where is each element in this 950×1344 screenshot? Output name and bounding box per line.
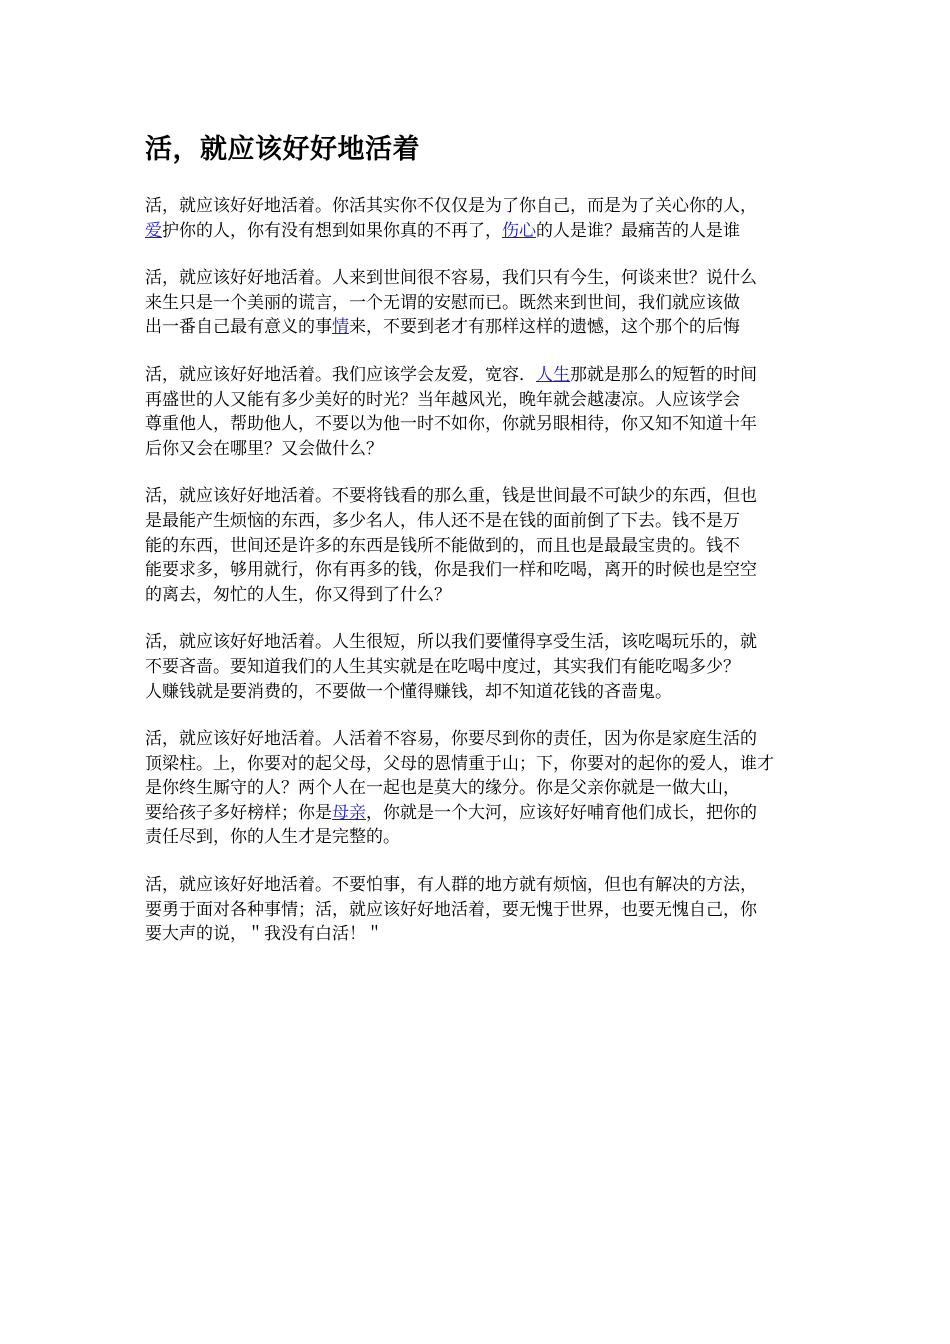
text-segment: 人赚钱就是要消费的，不要做一个懂得赚钱，却不知道花钱的吝啬鬼。 (145, 681, 672, 702)
text-segment: 出一番自己最有意义的事 (145, 317, 332, 338)
text-segment: 的人是谁？最痛苦的人是谁 (536, 220, 740, 241)
document-body (145, 194, 808, 947)
text-segment: 活，就应该好好地活着。不要将钱看的那么重，钱是世间最不可缺少的东西，但也 (145, 486, 757, 507)
document-title: 活，就应该好好地活着 (145, 134, 420, 165)
text-segment: 护你的人，你有没有想到如果你真的不再了， (162, 220, 502, 241)
inline-link[interactable]: 母亲 (332, 802, 366, 823)
text-line (145, 752, 808, 777)
inline-link[interactable]: 伤心 (502, 220, 536, 241)
text-line (145, 291, 808, 316)
text-segment: 要大声的说，＂我没有白活！＂ (145, 924, 383, 945)
inline-link[interactable]: 爱 (145, 220, 162, 241)
paragraph (145, 194, 808, 243)
text-segment: 是最能产生烦恼的东西，多少名人，伟人还不是在钱的面前倒了下去。钱不是万 (145, 510, 740, 531)
text-line (145, 873, 808, 898)
text-line (145, 219, 808, 244)
text-line (145, 558, 808, 583)
text-line (145, 315, 808, 340)
text-segment: 责任尽到，你的人生才是完整的。 (145, 827, 400, 848)
text-segment: 再盛世的人又能有多少美好的时光？当年越风光，晚年就会越凄凉。人应该学会 (145, 389, 740, 410)
text-segment: 活，就应该好好地活着。我们应该学会友爱，宽容． (145, 364, 536, 385)
text-segment: 活，就应该好好地活着。人来到世间很不容易，我们只有今生，何谈来世？说什么 (145, 268, 757, 289)
paragraph (145, 873, 808, 947)
text-line (145, 194, 808, 219)
text-segment: 不要吝啬。要知道我们的人生其实就是在吃喝中度过，其实我们有能吃喝多少？ (145, 656, 740, 677)
paragraph (145, 266, 808, 340)
text-segment: 活，就应该好好地活着。你活其实你不仅仅是为了你自己，而是为了关心你的人， (145, 196, 757, 216)
text-line (145, 801, 808, 826)
text-segment: 活，就应该好好地活着。人生很短，所以我们要懂得享受生活，该吃喝玩乐的，就 (145, 632, 757, 653)
inline-link[interactable]: 情 (332, 317, 349, 338)
paragraph (145, 630, 808, 704)
text-segment: 那就是那么的短暂的时间 (570, 364, 757, 385)
text-line (145, 630, 808, 655)
text-segment: 顶梁柱。上，你要对的起父母，父母的恩情重于山；下，你要对的起你的爱人，谁才 (145, 753, 774, 774)
paragraph (145, 484, 808, 607)
text-segment: 要勇于面对各种事情；活，就应该好好地活着，要无愧于世界，也要无愧自己，你 (145, 899, 757, 920)
document-page (145, 128, 808, 970)
text-line (145, 898, 808, 923)
text-line (145, 655, 808, 680)
text-segment: 的离去，匆忙的人生，你又得到了什么？ (145, 584, 451, 605)
text-segment: 能的东西，世间还是许多的东西是钱所不能做到的，而且也是最最宝贵的。钱不 (145, 535, 740, 556)
text-segment: 尊重他人，帮助他人，不要以为他一时不如你，你就另眼相待，你又知不知道十年 (145, 414, 757, 435)
inline-link[interactable]: 人生 (536, 364, 570, 385)
text-line (145, 509, 808, 534)
text-segment: 活，就应该好好地活着。不要怕事，有人群的地方就有烦恼，但也有解决的方法， (145, 875, 757, 896)
text-line (145, 583, 808, 608)
text-line (145, 825, 808, 850)
text-line (145, 484, 808, 509)
text-segment: 来，不要到老才有那样这样的遗憾，这个那个的后悔 (349, 317, 740, 338)
text-line (145, 922, 808, 947)
text-segment: 后你又会在哪里？又会做什么？ (145, 438, 383, 459)
text-line (145, 388, 808, 413)
paragraph (145, 363, 808, 461)
text-line (145, 363, 808, 388)
text-segment: 要给孩子多好榜样；你是 (145, 802, 332, 823)
paragraph (145, 727, 808, 850)
text-segment: 能要求多，够用就行，你有再多的钱，你是我们一样和吃喝，离开的时候也是空空 (145, 560, 757, 581)
text-segment: 活，就应该好好地活着。人活着不容易，你要尽到你的责任，因为你是家庭生活的 (145, 729, 757, 750)
text-segment: 来生只是一个美丽的谎言，一个无谓的安慰而已。既然来到世间，我们就应该做 (145, 292, 740, 313)
text-line (145, 776, 808, 801)
text-segment: ，你就是一个大河，应该好好哺育他们成长，把你的 (366, 802, 757, 823)
text-line (145, 534, 808, 559)
text-line (145, 266, 808, 291)
text-line (145, 412, 808, 437)
text-line (145, 680, 808, 705)
text-line (145, 727, 808, 752)
text-segment: 是你终生厮守的人？两个人在一起也是莫大的缘分。你是父亲你就是一做大山， (145, 778, 740, 799)
text-line (145, 437, 808, 462)
